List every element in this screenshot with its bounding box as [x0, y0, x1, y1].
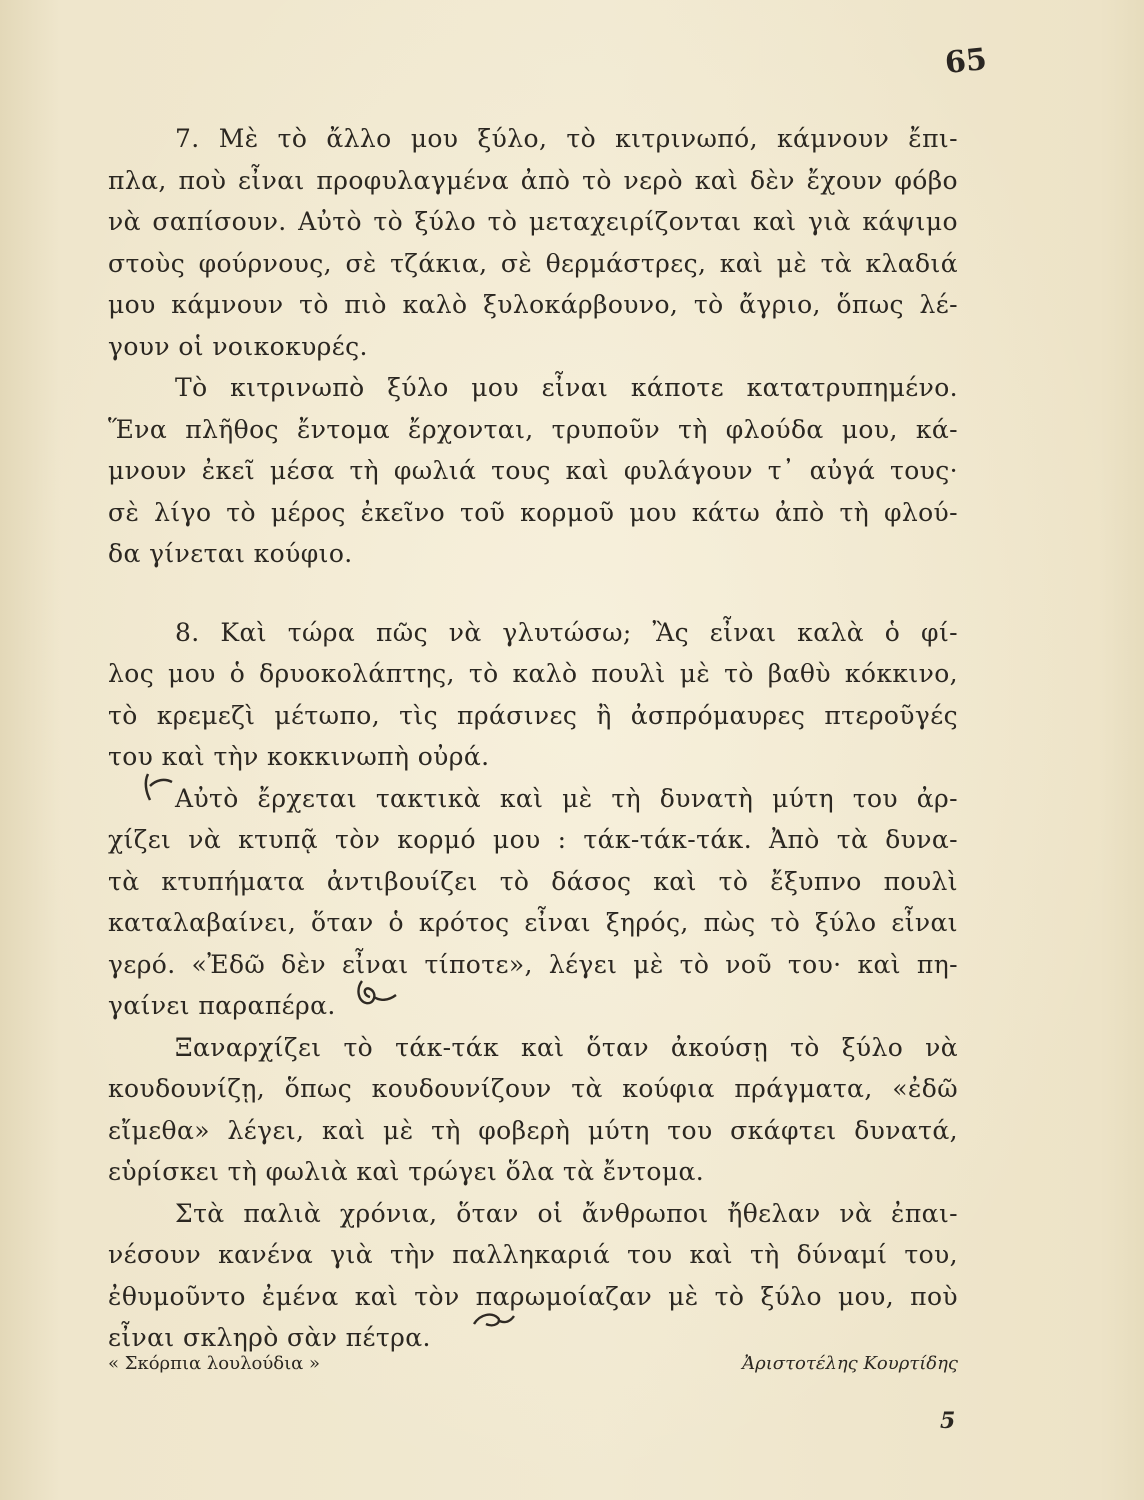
- paragraph-line: Αὐτὸ ἔρχεται τακτικὰ καὶ μὲ τὴ δυνατὴ μύτη του ἀρ-: [175, 783, 958, 813]
- section-8: [108, 612, 958, 1359]
- paragraph-line: γαίνει παραπέρα.: [108, 991, 336, 1020]
- paragraph-line: χίζει νὰ κτυπᾷ τὸν κορμό μου : τάκ-τάκ-τάκ. Ἀπὸ τὰ δυνα-: [108, 825, 958, 854]
- paragraph-line: μνουν ἐκεῖ μέσα τὴ φωλιά τους καὶ φυλάγουν τ᾽ αὐγά τους·: [108, 456, 958, 485]
- text-block: [108, 118, 958, 1359]
- page-number: 5: [940, 1408, 956, 1434]
- handwritten-page-mark: 65: [943, 41, 989, 82]
- paragraph-line: εὑρίσκει τὴ φωλιὰ καὶ τρώγει ὅλα τὰ ἔντομα.: [108, 1157, 705, 1186]
- paragraph-line: 8. Καὶ τώρα πῶς νὰ γλυτώσω; Ἂς εἶναι καλὰ ὁ φί-: [175, 617, 958, 647]
- paragraph-line: τὰ κτυπήματα ἀντιβουίζει τὸ δάσος καὶ τὸ ἔξυπνο πουλὶ: [108, 866, 958, 896]
- paragraph-line: πλα, ποὺ εἶναι προφυλαγμένα ἀπὸ τὸ νερὸ καὶ δὲν ἔχουν φόβο: [108, 165, 958, 195]
- paragraph-line: κουδουνίζῃ, ὅπως κουδουνίζουν τὰ κούφια πράγματα, «ἐδῶ: [108, 1074, 958, 1103]
- paragraph-line: σὲ λίγο τὸ μέρος ἐκεῖνο τοῦ κορμοῦ μου κάτω ἀπὸ τὴ φλού-: [108, 497, 958, 527]
- paragraph-line: Τὸ κιτρινωπὸ ξύλο μου εἶναι κάποτε κατατρυπημένο.: [175, 373, 958, 402]
- paragraph-line: στοὺς φούρνους, σὲ τζάκια, σὲ θερμάστρες, καὶ μὲ τὰ κλαδιά: [108, 248, 958, 278]
- inline-handwritten-mark: [352, 975, 400, 1011]
- paragraph-line: δα γίνεται κούφιο.: [108, 539, 353, 568]
- paragraph-line: 7. Μὲ τὸ ἄλλο μου ξύλο, τὸ κιτρινωπό, κάμνουν ἔπι-: [175, 124, 958, 153]
- paragraph-line: νὰ σαπίσουν. Αὐτὸ τὸ ξύλο τὸ μεταχειρίζονται καὶ γιὰ κάψιμο: [108, 207, 958, 236]
- author-name: Ἀριστοτέλης Κουρτίδης: [742, 1353, 958, 1374]
- paragraph-line: καταλαβαίνει, ὅταν ὁ κρότος εἶναι ξηρός, πὼς τὸ ξύλο εἶναι: [108, 908, 958, 937]
- source-title: « Σκόρπια λουλούδια »: [108, 1353, 321, 1374]
- inline-handwritten-mark: [470, 1308, 516, 1332]
- paragraph-line: εἴμεθα» λέγει, καὶ μὲ τὴ φοβερὴ μύτη του σκάφτει δυνατά,: [108, 1115, 958, 1145]
- section-gap: [108, 575, 958, 612]
- paragraph-line: γουν οἱ νοικοκυρές.: [108, 331, 368, 361]
- paragraph-line: Στὰ παλιὰ χρόνια, ὅταν οἱ ἄνθρωποι ἤθελαν νὰ ἐπαι-: [175, 1198, 958, 1228]
- paragraph-line: μου κάμνουν τὸ πιὸ καλὸ ξυλοκάρβουνο, τὸ ἄγριο, ὅπως λέ-: [108, 290, 958, 319]
- section-7: [108, 118, 958, 575]
- paragraph-line: γερό. «Ἐδῶ δὲν εἶναι τίποτε», λέγει μὲ τὸ νοῦ του· καὶ πη-: [108, 949, 958, 979]
- paragraph-line: Ξαναρχίζει τὸ τάκ-τάκ καὶ ὅταν ἀκούσῃ τὸ ξύλο νὰ: [175, 1032, 958, 1062]
- page-footer: [108, 1353, 958, 1383]
- paragraph-line: λος μου ὁ δρυοκολάπτης, τὸ καλὸ πουλὶ μὲ τὸ βαθὺ κόκκινο,: [108, 659, 958, 688]
- paragraph-line: ἐθυμοῦντο ἐμένα καὶ τὸν παρωμοίαζαν μὲ τὸ ξύλο μου, ποὺ: [108, 1281, 958, 1311]
- paragraph-line: εἶναι σκληρὸ σὰν πέτρα.: [108, 1323, 431, 1352]
- margin-bracket-mark: [140, 770, 180, 810]
- paragraph-line: Ἕνα πλῆθος ἔντομα ἔρχονται, τρυποῦν τὴ φλούδα μου, κά-: [108, 414, 958, 444]
- paragraph-line: νέσουν κανένα γιὰ τὴν παλληκαριά του καὶ τὴ δύναμί του,: [108, 1240, 958, 1269]
- paragraph-line: του καὶ τὴν κοκκινωπὴ οὐρά.: [108, 742, 490, 771]
- paragraph-line: τὸ κρεμεζὶ μέτωπο, τὶς πράσινες ἢ ἀσπρόμαυρες πτεροῦγές: [108, 700, 958, 730]
